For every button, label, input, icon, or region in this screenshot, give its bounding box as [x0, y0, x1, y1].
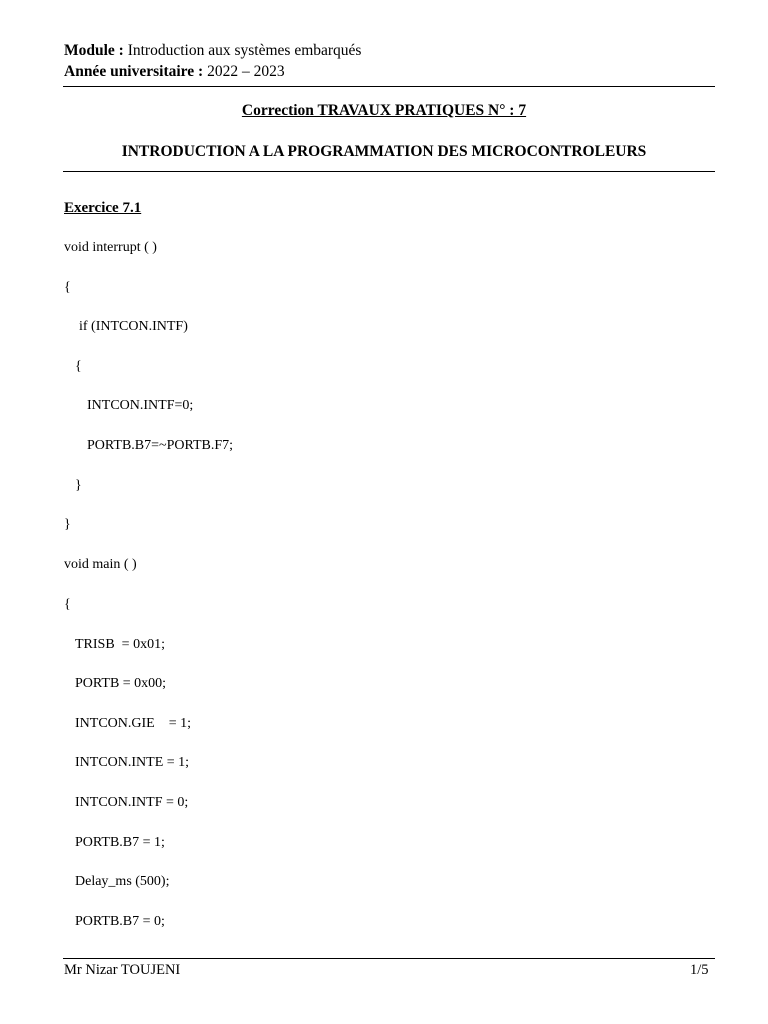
year-value: 2022 – 2023 [207, 63, 285, 80]
code-line: void main ( ) [64, 557, 137, 572]
code-line: PORTB.B7 = 1; [75, 835, 165, 850]
module-label: Module : [64, 42, 124, 59]
code-line: INTCON.GIE = 1; [75, 716, 191, 731]
module-line [64, 41, 361, 61]
year-label: Année universitaire : [64, 63, 204, 80]
code-line: PORTB.B7 = 0; [75, 914, 165, 929]
code-line: PORTB.B7=~PORTB.F7; [87, 438, 234, 453]
footer-author: Mr Nizar TOUJENI [64, 962, 181, 978]
code-line: PORTB = 0x00; [75, 676, 167, 691]
year-line [64, 62, 285, 82]
code-line: { [64, 280, 71, 295]
code-line: { [75, 359, 82, 374]
code-line: if (INTCON.INTF) [79, 319, 188, 334]
code-line: INTCON.INTF = 0; [75, 795, 189, 810]
code-line: void interrupt ( ) [64, 240, 157, 255]
code-line: TRISB = 0x01; [75, 637, 165, 652]
title-divider [63, 171, 715, 172]
page-number: 1/5 [690, 962, 709, 978]
page-subtitle: INTRODUCTION A LA PROGRAMMATION DES MICROCONTROLEURS [121, 143, 647, 160]
footer-divider [63, 958, 715, 959]
module-value: Introduction aux systèmes embarqués [127, 42, 362, 59]
code-line: Delay_ms (500); [75, 874, 170, 889]
code-line: } [75, 478, 82, 493]
code-line: { [64, 597, 71, 612]
code-line: INTCON.INTE = 1; [75, 755, 190, 770]
exercise-heading: Exercice 7.1 [64, 200, 142, 216]
code-line: INTCON.INTF=0; [87, 398, 194, 413]
code-line: } [64, 517, 71, 532]
correction-title: Correction TRAVAUX PRATIQUES N° : 7 [241, 102, 527, 119]
header-divider [63, 86, 715, 87]
page-title [0, 101, 768, 121]
